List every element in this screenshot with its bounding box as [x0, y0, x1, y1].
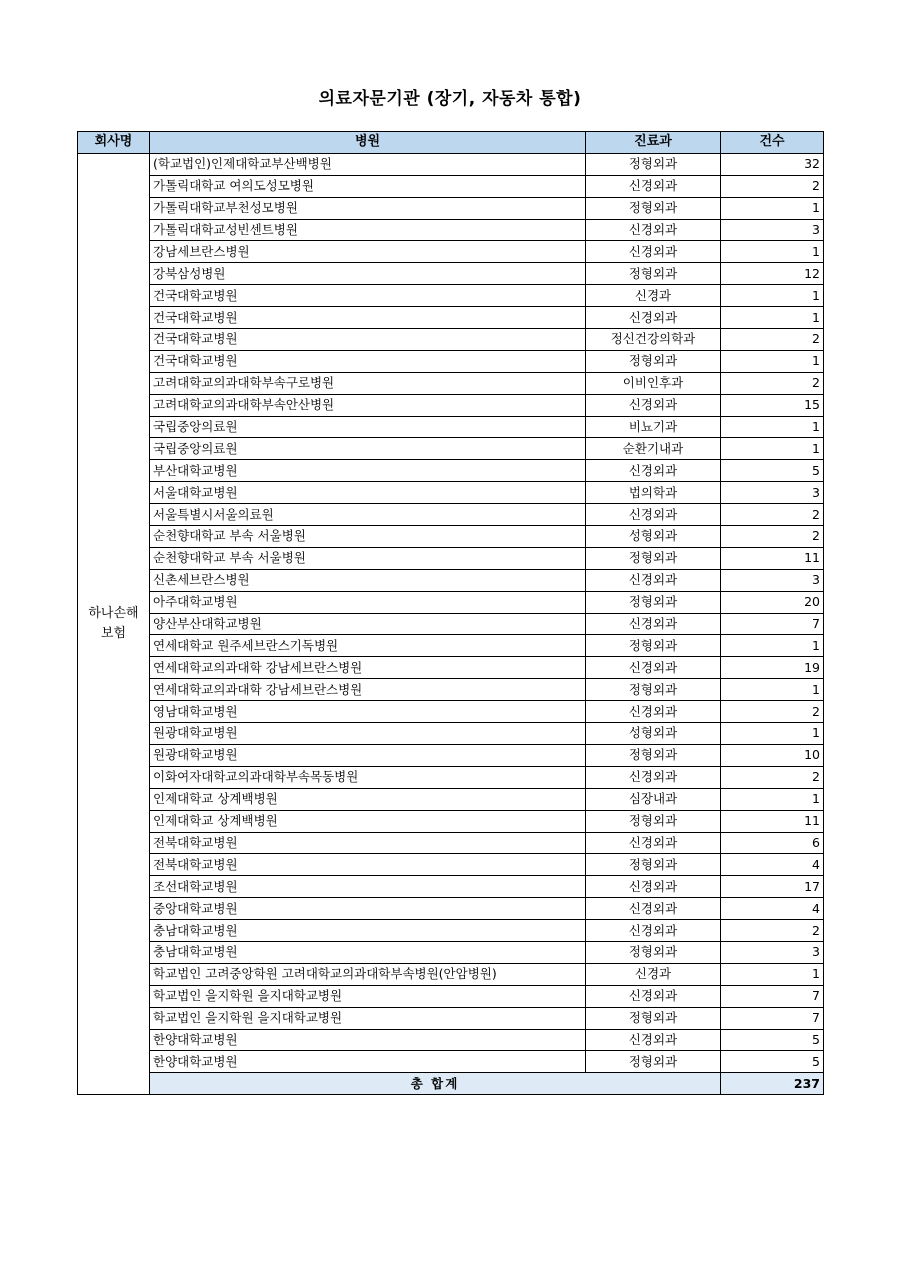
- hospital-cell: (학교법인)인제대학교부산백병원: [150, 153, 586, 175]
- table-row: [78, 438, 824, 460]
- count-cell: 10: [721, 744, 824, 766]
- department-cell: 성형외과: [586, 526, 721, 548]
- department-cell: 순환기내과: [586, 438, 721, 460]
- department-cell: 신경외과: [586, 569, 721, 591]
- count-cell: 4: [721, 898, 824, 920]
- table-row: [78, 591, 824, 613]
- hospital-cell: 고려대학교의과대학부속구로병원: [150, 372, 586, 394]
- table-row: [78, 701, 824, 723]
- hospital-cell: 고려대학교의과대학부속안산병원: [150, 394, 586, 416]
- hospital-cell: 가톨릭대학교성빈센트병원: [150, 219, 586, 241]
- table-row: [78, 876, 824, 898]
- table-row: [78, 744, 824, 766]
- count-cell: 5: [721, 1029, 824, 1051]
- hospital-cell: 서울대학교병원: [150, 482, 586, 504]
- hospital-cell: 부산대학교병원: [150, 460, 586, 482]
- hospital-cell: 가톨릭대학교 여의도성모병원: [150, 175, 586, 197]
- table-row: [78, 1051, 824, 1073]
- count-cell: 3: [721, 482, 824, 504]
- department-cell: 신경외과: [586, 985, 721, 1007]
- hospital-cell: 건국대학교병원: [150, 285, 586, 307]
- department-cell: 신경외과: [586, 504, 721, 526]
- hospital-cell: 양산부산대학교병원: [150, 613, 586, 635]
- hospital-cell: 인제대학교 상계백병원: [150, 788, 586, 810]
- hospital-cell: 국립중앙의료원: [150, 416, 586, 438]
- hospital-cell: 충남대학교병원: [150, 920, 586, 942]
- count-cell: 2: [721, 372, 824, 394]
- count-cell: 2: [721, 701, 824, 723]
- count-cell: 5: [721, 460, 824, 482]
- hospital-cell: 아주대학교병원: [150, 591, 586, 613]
- department-cell: 신경외과: [586, 394, 721, 416]
- table-row: [78, 372, 824, 394]
- table-body: [78, 153, 824, 1094]
- table-row: [78, 1029, 824, 1051]
- table-row: [78, 416, 824, 438]
- hospital-cell: 영남대학교병원: [150, 701, 586, 723]
- count-cell: 2: [721, 504, 824, 526]
- department-cell: 정형외과: [586, 679, 721, 701]
- hospital-cell: 전북대학교병원: [150, 832, 586, 854]
- hospital-cell: 원광대학교병원: [150, 744, 586, 766]
- department-cell: 정형외과: [586, 1051, 721, 1073]
- table-row: [78, 329, 824, 351]
- count-cell: 7: [721, 1007, 824, 1029]
- department-cell: 이비인후과: [586, 372, 721, 394]
- hospital-cell: 충남대학교병원: [150, 941, 586, 963]
- department-cell: 신경외과: [586, 657, 721, 679]
- table-row: [78, 460, 824, 482]
- count-cell: 3: [721, 941, 824, 963]
- table-row: [78, 350, 824, 372]
- department-cell: 신경외과: [586, 460, 721, 482]
- header-hospital: 병원: [150, 132, 586, 154]
- department-cell: 신경외과: [586, 920, 721, 942]
- table-row: [78, 766, 824, 788]
- count-cell: 4: [721, 854, 824, 876]
- count-cell: 20: [721, 591, 824, 613]
- table-row: [78, 263, 824, 285]
- hospital-cell: 가톨릭대학교부천성모병원: [150, 197, 586, 219]
- hospital-cell: 신촌세브란스병원: [150, 569, 586, 591]
- table-row: [78, 898, 824, 920]
- department-cell: 정형외과: [586, 1007, 721, 1029]
- count-cell: 2: [721, 175, 824, 197]
- count-cell: 1: [721, 241, 824, 263]
- count-cell: 32: [721, 153, 824, 175]
- department-cell: 신경외과: [586, 307, 721, 329]
- department-cell: 정형외과: [586, 635, 721, 657]
- count-cell: 1: [721, 723, 824, 745]
- header-count: 건수: [721, 132, 824, 154]
- count-cell: 19: [721, 657, 824, 679]
- table-row: [78, 920, 824, 942]
- table-row: [78, 723, 824, 745]
- table-row: [78, 153, 824, 175]
- hospital-cell: 원광대학교병원: [150, 723, 586, 745]
- advisory-table: [77, 131, 824, 1095]
- department-cell: 정형외과: [586, 350, 721, 372]
- department-cell: 신경외과: [586, 175, 721, 197]
- department-cell: 정형외과: [586, 744, 721, 766]
- hospital-cell: 한양대학교병원: [150, 1029, 586, 1051]
- table-row: [78, 941, 824, 963]
- count-cell: 1: [721, 438, 824, 460]
- count-cell: 12: [721, 263, 824, 285]
- table-row: [78, 832, 824, 854]
- hospital-cell: 연세대학교의과대학 강남세브란스병원: [150, 657, 586, 679]
- count-cell: 1: [721, 416, 824, 438]
- table-row: [78, 810, 824, 832]
- hospital-cell: 중앙대학교병원: [150, 898, 586, 920]
- table-row: [78, 197, 824, 219]
- table-row: [78, 526, 824, 548]
- department-cell: 신경과: [586, 285, 721, 307]
- department-cell: 정형외과: [586, 153, 721, 175]
- department-cell: 정형외과: [586, 263, 721, 285]
- hospital-cell: 강북삼성병원: [150, 263, 586, 285]
- count-cell: 5: [721, 1051, 824, 1073]
- count-cell: 1: [721, 679, 824, 701]
- department-cell: 신경외과: [586, 876, 721, 898]
- table-row: [78, 569, 824, 591]
- department-cell: 신경외과: [586, 613, 721, 635]
- count-cell: 1: [721, 963, 824, 985]
- count-cell: 3: [721, 219, 824, 241]
- department-cell: 정형외과: [586, 547, 721, 569]
- header-row: [78, 132, 824, 154]
- count-cell: 3: [721, 569, 824, 591]
- company-cell: 하나손해 보험: [78, 153, 150, 1094]
- hospital-cell: 건국대학교병원: [150, 307, 586, 329]
- table-row: [78, 985, 824, 1007]
- table-row: [78, 788, 824, 810]
- hospital-cell: 전북대학교병원: [150, 854, 586, 876]
- department-cell: 정형외과: [586, 941, 721, 963]
- hospital-cell: 서울특별시서울의료원: [150, 504, 586, 526]
- hospital-cell: 학교법인 을지학원 을지대학교병원: [150, 1007, 586, 1029]
- department-cell: 성형외과: [586, 723, 721, 745]
- department-cell: 정신건강의학과: [586, 329, 721, 351]
- department-cell: 법의학과: [586, 482, 721, 504]
- table-row: [78, 963, 824, 985]
- hospital-cell: 이화여자대학교의과대학부속목동병원: [150, 766, 586, 788]
- department-cell: 신경외과: [586, 219, 721, 241]
- count-cell: 6: [721, 832, 824, 854]
- header-company: 회사명: [78, 132, 150, 154]
- hospital-cell: 연세대학교의과대학 강남세브란스병원: [150, 679, 586, 701]
- department-cell: 정형외과: [586, 854, 721, 876]
- table-row: [78, 635, 824, 657]
- hospital-cell: 한양대학교병원: [150, 1051, 586, 1073]
- table-row: [78, 657, 824, 679]
- table-row: [78, 241, 824, 263]
- table-row: [78, 679, 824, 701]
- hospital-cell: 건국대학교병원: [150, 329, 586, 351]
- hospital-cell: 연세대학교 원주세브란스기독병원: [150, 635, 586, 657]
- hospital-cell: 국립중앙의료원: [150, 438, 586, 460]
- count-cell: 1: [721, 350, 824, 372]
- count-cell: 15: [721, 394, 824, 416]
- hospital-cell: 건국대학교병원: [150, 350, 586, 372]
- page-title: 의료자문기관 (장기, 자동차 통합): [318, 89, 582, 109]
- count-cell: 1: [721, 635, 824, 657]
- department-cell: 신경외과: [586, 898, 721, 920]
- count-cell: 17: [721, 876, 824, 898]
- count-cell: 11: [721, 810, 824, 832]
- table-row: [78, 547, 824, 569]
- department-cell: 비뇨기과: [586, 416, 721, 438]
- table-row: [78, 219, 824, 241]
- table-row: [78, 854, 824, 876]
- total-label: 총 합계: [150, 1073, 721, 1095]
- count-cell: 2: [721, 329, 824, 351]
- count-cell: 1: [721, 788, 824, 810]
- table-row: [78, 394, 824, 416]
- total-count: 237: [721, 1073, 824, 1095]
- department-cell: 신경외과: [586, 1029, 721, 1051]
- department-cell: 신경외과: [586, 701, 721, 723]
- count-cell: 2: [721, 526, 824, 548]
- count-cell: 7: [721, 985, 824, 1007]
- table-row: [78, 307, 824, 329]
- hospital-cell: 학교법인 을지학원 을지대학교병원: [150, 985, 586, 1007]
- count-cell: 2: [721, 920, 824, 942]
- count-cell: 11: [721, 547, 824, 569]
- hospital-cell: 학교법인 고려중앙학원 고려대학교의과대학부속병원(안암병원): [150, 963, 586, 985]
- hospital-cell: 순천향대학교 부속 서울병원: [150, 547, 586, 569]
- count-cell: 1: [721, 285, 824, 307]
- hospital-cell: 조선대학교병원: [150, 876, 586, 898]
- count-cell: 1: [721, 197, 824, 219]
- hospital-cell: 순천향대학교 부속 서울병원: [150, 526, 586, 548]
- hospital-cell: 강남세브란스병원: [150, 241, 586, 263]
- hospital-cell: 인제대학교 상계백병원: [150, 810, 586, 832]
- table-row: [78, 285, 824, 307]
- department-cell: 신경외과: [586, 241, 721, 263]
- count-cell: 1: [721, 307, 824, 329]
- table-row: [78, 175, 824, 197]
- department-cell: 정형외과: [586, 810, 721, 832]
- table-row: [78, 482, 824, 504]
- table-row: [78, 1007, 824, 1029]
- total-row: [78, 1073, 824, 1095]
- department-cell: 신경과: [586, 963, 721, 985]
- count-cell: 2: [721, 766, 824, 788]
- header-department: 진료과: [586, 132, 721, 154]
- department-cell: 정형외과: [586, 591, 721, 613]
- table-row: [78, 504, 824, 526]
- department-cell: 신경외과: [586, 832, 721, 854]
- count-cell: 7: [721, 613, 824, 635]
- department-cell: 신경외과: [586, 766, 721, 788]
- department-cell: 정형외과: [586, 197, 721, 219]
- department-cell: 심장내과: [586, 788, 721, 810]
- table-row: [78, 613, 824, 635]
